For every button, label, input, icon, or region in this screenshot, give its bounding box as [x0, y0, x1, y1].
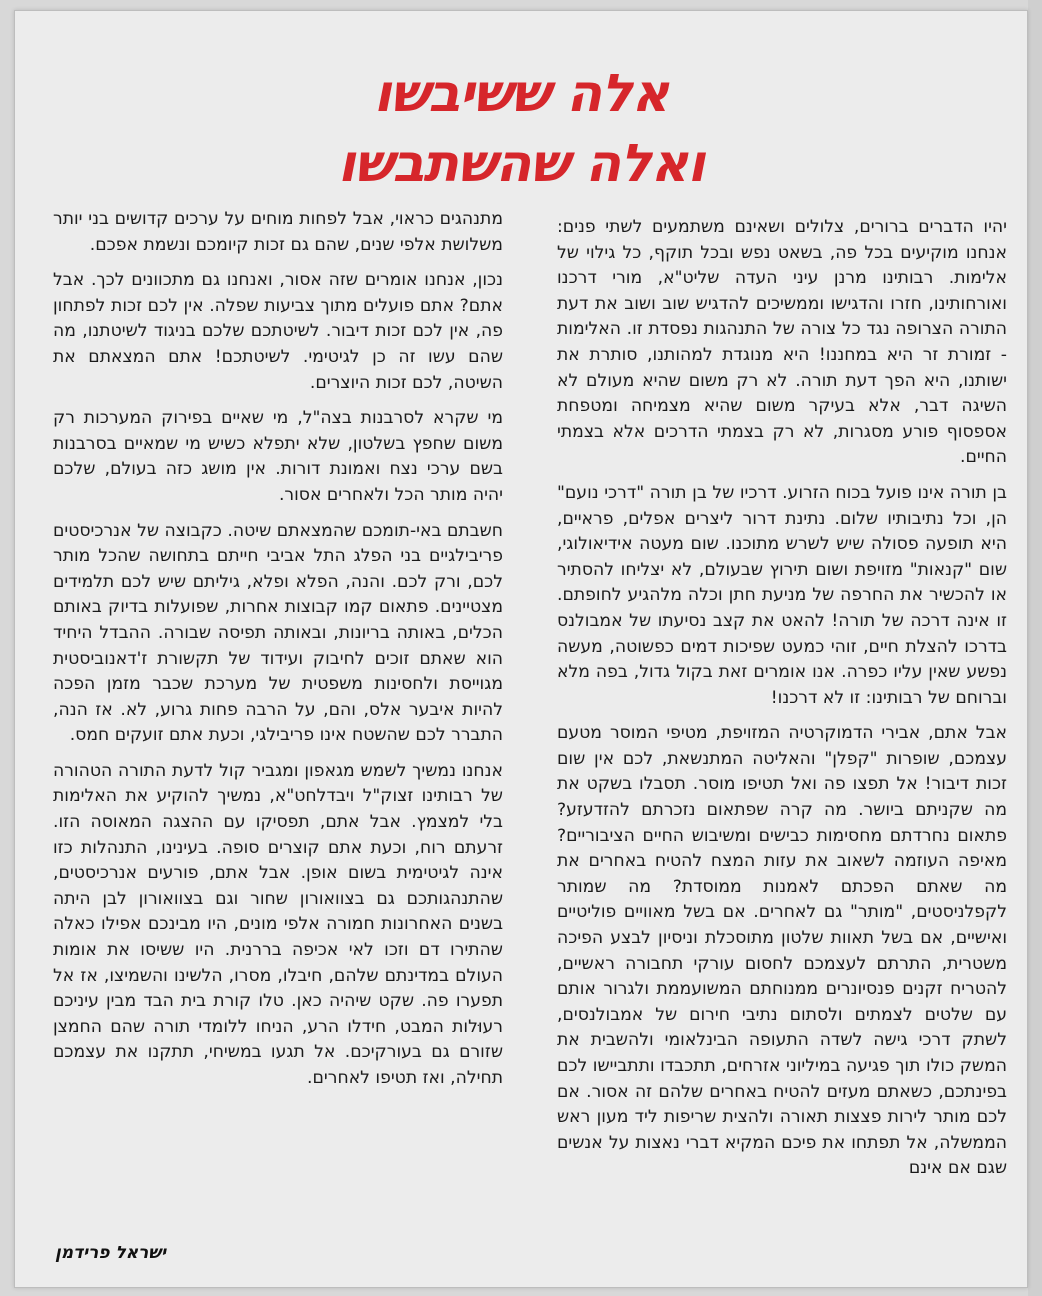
paragraph: מתנהגים כראוי, אבל לפחות מוחים על ערכים קדושים בני יותר משלושת אלפי שנים, שהם גם זכות קיומכם ונשמת אפכם.: [53, 209, 503, 255]
headline-line-1: אלה ששיבשו: [373, 64, 669, 124]
paragraph: חשבתם באי-תומכם שהמצאתם שיטה. כקבוצה של אנרכיסטים פריבילגיים בני הפלג התל אביבי חייתם בתחושה שהכל מותר לכם, ורק לכם. והנה, הפלא ופלא, גיליתם שיש לכם תלמידים מצטיינים. פתאום קמו קבוצות אחרות, שפועלות בדיוק באותם הכלים, באותה בריונות, ובאותה תפיסה שבורה. ההבדל היחיד הוא שאתם זוכים לחיבוק ועידוד של תקשורת ז'דאנוביסטית מגוייסת ולחסינות משפטית של מערכת שכבר מזמן הפכה להיות איבער אלס, והם, על הרבה פחות גרוע, לא. אז הנה, התברר לכם שהשטח אינו פריבילגי, וכעת אתם זועקים חמס.: [53, 520, 503, 746]
article-headline: [15, 59, 1027, 199]
paragraph: נכון, אנחנו אומרים שזה אסור, ואנחנו גם מתכוונים לכך. אבל אתם? אתם פועלים מתוך צביעות שפלה. אין לכם זכות לפתחון פה, אין לכם זכות דיבור. לשיטתכם שלכם בניגוד לשיטתנו, מה שהם עשו זה כן לגיטימי. לשיטתכם! אתם המצאתם את השיטה, לכם זכות היוצרים.: [53, 270, 503, 393]
headline-line-2: ואלה שהשתבשו: [337, 134, 705, 194]
left-column: [53, 207, 503, 1102]
author-signature: ישראל פרידמן: [55, 1243, 167, 1263]
paragraph: מי שקרא לסרבנות בצה"ל, מי שאיים בפירוק המערכות רק משום שחפץ בשלטון, שלא יתפלא כשיש מי שמאיים בסרבנות בשם ערכי נצח ואמונת דורות. אין מושג כזה בעולם, שלכם יהיה מותר הכל ולאחרים אסור.: [53, 408, 503, 505]
article-body: [53, 207, 1007, 1267]
paragraph: בן תורה אינו פועל בכוח הזרוע. דרכיו של בן תורה "דרכי נועם" הן, וכל נתיבותיו שלום. נתינת דרור ליצרים אפלים, פראיים, היא תופעה פסולה שיש לשרש מתוכנו. שום מעטה אידיאולוגי, שום "קנאות" מזויפת ושום תירוץ שבעולם, לא יצליחו להסתיר או להכשיר את החרפה של מניעת חתן וכלה מלהגיע לחופתם. זו אינה דרכה של תורה! להאט את קצב נסיעתו של אמבולנס בדרכו להצלת חיים, זוהי כמעט שפיכות דמים כפשוטה, מעשה נפשע שאין עליו כפרה. אנו אומרים זאת בקול גדול, בפה מלא וברוחם של רבותינו: זו לא דרכנו!: [557, 482, 1007, 708]
paragraph: אנחנו נמשיך לשמש מגאפון ומגביר קול לדעת התורה הטהורה של רבותינו זצוק"ל ויבדלחט"א, נמשיך להוקיע את האלימות בלי למצמץ. אבל אתם, תפסיקו עם ההצגה המאוסה הזו. זרעתם רוח, וכעת אתם קוצרים סופה. בעינינו, התנהלות כזו אינה לגיטימית בשום אופן. אבל אתם, פורעים אנרכיסטים, שהתנהגותכם גם בצוואורון שחור וגם בצוואורון לבן היתה בשנים האחרונות חמורה אלפי מונים, היו מבינכם אפילו כאלה שהתירו דם וזכו לאי אכיפה בררנית. היו ששיסו את אומות העולם במדינתם שלהם, חיבלו, מסרו, הלשינו והשמיצו, אז אל תפערו פה. שקט שיהיה כאן. טלו קורת בית הבד מבין עיניכם רעוּלות המבט, חידלו הרע, הניחו ללומדי תורה שהם החמצן שזורם גם בעורקיכם. אל תגעו במשיחי, תתקנו את עצמכם תחילה, ואז תטיפו לאחרים.: [53, 760, 503, 1088]
paragraph: יהיו הדברים ברורים, צלולים ושאינם משתמעים לשתי פנים: אנחנו מוקיעים בכל פה, בשאט נפש ובכל תוקף, כל גילוי של אלימות. רבותינו מרנן עיני העדה שליט"א, מורי דרכנו ואורחותינו, חזרו והדגישו וממשיכים להדגיש שוב ושוב את דעת התורה הצרופה נגד כל צורה של התנהגות נפסדת זו. האלימות - זמורת זר היא במחננו! היא מנוגדת למהותנו, סותרת את ישותנו, היא הפך דעת תורה. לא רק משום שהיא מעולם לא השיגה דבר, אלא בעיקר משום שהיא מצמיחה ומטפחת אספסוף פורע מסגרות, לא רק בצמתי הדרכים אלא בצמתי החיים.: [557, 217, 1007, 468]
page-edge: [1028, 0, 1042, 1296]
right-column: [557, 215, 1007, 1192]
article-page: [14, 10, 1028, 1288]
paragraph: אבל אתם, אבירי הדמוקרטיה המזויפת, מטיפי המוסר מטעם עצמכם, שופרות "קפלן" והאליטה המתנשאת, לכם אין שום זכות דיבור! אל תפצו פה ואל תטיפו מוסר. תסבלו בשקט את מה שקניתם ביושר. מה קרה שפתאום נזכרתם להזדעזע? פתאום נחרדתם מחסימות כבישים ומשיבוש החיים הציבוריים? מאיפה העוזמה לשאוב את עזות המצח להטיח באחרים את מה שאתם הפכתם לאמנות ממוסדת? מה שמותר לקפלניסטים, "מותר" גם לאחרים. אם בשל מאוויים פוליטיים ואישיים, אם בשל תאוות שלטון מתוסכלת וניסיון לבצע הפיכה משטרית, התרתם לעצמכם לחסום עורקי תחבורה ראשיים, להטריח זקנים פנסיונרים ממנוחתם המשועממת ולגרור אותם עם שלטים לצמתים ולסתום נתיבי חירום של אמבולנסים, לשתק דרכי גישה לשדה התעופה הבינלאומי ולהשבית את המשק כולו תוך פגיעה במיליוני אזרחים, תתכבדו ותתביישו לכם בפינתכם, כשאתם מעזים להטיח באחרים שלהם זה אסור. אם לכם מותר לירות פצצות תאורה ולהצית שריפות ליד מעון ראש הממשלה, אל תפתחו את פיכם המקיא דברי נאצות על אנשים שגם אם אינם: [557, 723, 1007, 1179]
